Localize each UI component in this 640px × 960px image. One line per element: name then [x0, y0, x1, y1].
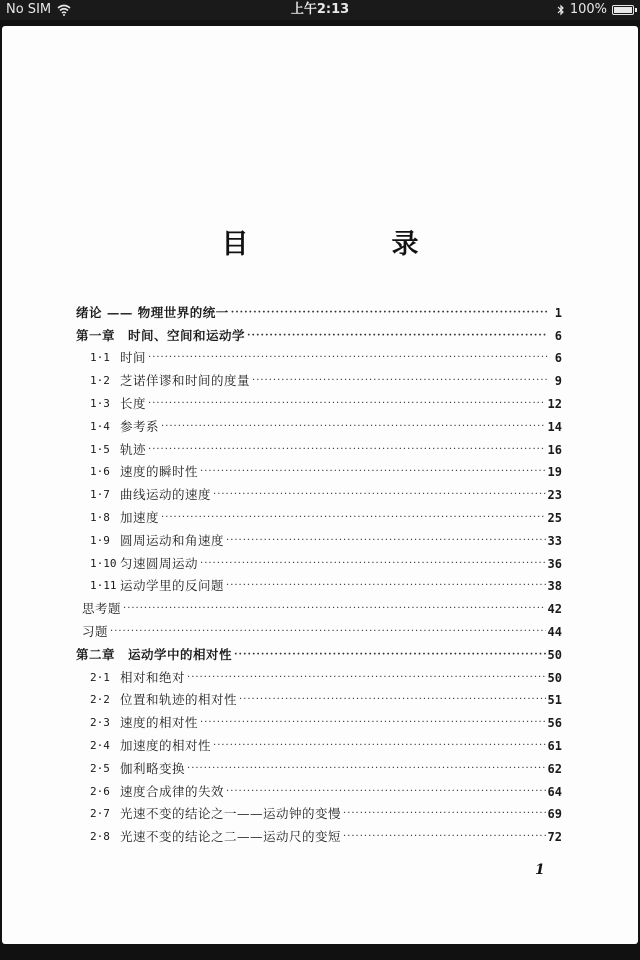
toc-leader-dots — [226, 578, 546, 594]
status-right — [557, 0, 634, 20]
toc-leader-dots — [161, 510, 546, 526]
toc-entry[interactable] — [76, 549, 562, 572]
toc-entry-title: 加速度 — [120, 509, 160, 525]
toc-entry-title: 光速不变的结论之二——运动尺的变短 — [120, 829, 342, 845]
toc-entry[interactable] — [76, 617, 562, 640]
toc-entry[interactable] — [76, 731, 562, 754]
toc-entry[interactable] — [76, 366, 562, 389]
toc-entry-title: 速度的相对性 — [120, 715, 199, 731]
toc-entry[interactable] — [76, 708, 562, 731]
toc-entry[interactable] — [76, 344, 562, 367]
toc-entry-title: 相对和绝对 — [120, 669, 186, 685]
toc-page-number: 42 — [547, 602, 562, 617]
toc-page-number: 12 — [547, 396, 562, 411]
toc-page-number: 6 — [554, 328, 562, 343]
toc-leader-dots — [110, 624, 546, 640]
toc-entry-title: 习题 — [82, 623, 109, 639]
toc-section-number: 1·3 — [90, 396, 110, 410]
battery-percent: 100% — [569, 2, 607, 17]
toc-leader-dots — [148, 396, 546, 412]
toc-entry-title: 思考题 — [82, 601, 122, 617]
toc-section-number: 1·9 — [90, 533, 110, 547]
toc-entry[interactable] — [76, 686, 562, 709]
toc-entry[interactable] — [76, 298, 562, 321]
toc-leader-dots — [239, 692, 546, 708]
toc-leader-dots — [226, 533, 546, 549]
toc-page-number: 25 — [547, 510, 562, 525]
toc-leader-dots — [343, 806, 546, 822]
toc-entry-title: 匀速圆周运动 — [120, 555, 199, 571]
toc-leader-dots — [343, 829, 546, 845]
toc-entry[interactable] — [76, 458, 562, 481]
toc-page-number: 51 — [547, 693, 562, 708]
toc-section-number: 2·5 — [90, 761, 110, 775]
toc-entry-title: 圆周运动和角速度 — [120, 532, 225, 548]
toc-section-number: 2·2 — [90, 693, 110, 707]
toc-leader-dots — [213, 738, 546, 754]
toc-page-number: 50 — [547, 647, 562, 662]
toc-page-number: 1 — [554, 305, 562, 320]
toc-section-number: 2·3 — [90, 716, 110, 730]
toc-entry[interactable] — [76, 754, 562, 777]
toc-entry-title: 第二章 运动学中的相对性 — [76, 646, 233, 662]
toc-entry[interactable] — [76, 777, 562, 800]
toc-page-number: 19 — [547, 465, 562, 480]
toc-leader-dots — [187, 761, 546, 777]
toc-section-number: 1·8 — [90, 510, 110, 524]
toc-entry[interactable] — [76, 435, 562, 458]
toc-entry-title: 绪论 —— 物理世界的统一 — [76, 304, 229, 320]
toc-page-number: 50 — [547, 670, 562, 685]
toc-entry[interactable] — [76, 321, 562, 344]
toc-section-number: 2·7 — [90, 807, 110, 821]
book-page[interactable] — [2, 26, 638, 944]
toc-leader-dots — [234, 647, 546, 663]
toc-section-number: 1·5 — [90, 442, 110, 456]
toc-leader-dots — [161, 419, 546, 435]
bluetooth-icon — [557, 4, 565, 16]
toc-entry-title: 位置和轨迹的相对性 — [120, 692, 238, 708]
page-number: 1 — [535, 862, 545, 878]
battery-icon — [612, 5, 634, 15]
toc-entry[interactable] — [76, 640, 562, 663]
toc-page-number: 33 — [547, 533, 562, 548]
table-of-contents — [76, 298, 562, 845]
toc-page-number: 62 — [547, 761, 562, 776]
toc-section-number: 1·10 — [90, 556, 117, 570]
toc-entry[interactable] — [76, 663, 562, 686]
toc-page-number: 44 — [547, 624, 562, 639]
toc-leader-dots — [247, 328, 548, 344]
toc-section-number: 2·1 — [90, 670, 110, 684]
toc-section-number: 1·11 — [90, 579, 117, 593]
toc-entry[interactable] — [76, 594, 562, 617]
toc-leader-dots — [200, 715, 546, 731]
toc-section-number: 2·8 — [90, 830, 110, 844]
toc-leader-dots — [200, 556, 546, 572]
toc-page-number: 9 — [554, 374, 562, 389]
toc-entry[interactable] — [76, 822, 562, 845]
toc-section-number: 1·6 — [90, 465, 110, 479]
toc-entry-title: 光速不变的结论之一——运动钟的变慢 — [120, 806, 342, 822]
toc-leader-dots — [231, 305, 548, 321]
toc-leader-dots — [213, 487, 546, 503]
toc-entry-title: 时间 — [120, 350, 147, 366]
toc-section-number: 2·4 — [90, 738, 110, 752]
toc-page-number: 6 — [554, 351, 562, 366]
toc-entry[interactable] — [76, 800, 562, 823]
toc-page-number: 23 — [547, 488, 562, 503]
toc-leader-dots — [200, 464, 546, 480]
toc-entry-title: 参考系 — [120, 418, 160, 434]
page-title: 目 录 — [221, 229, 477, 260]
toc-page-number: 61 — [547, 738, 562, 753]
toc-entry[interactable] — [76, 503, 562, 526]
toc-leader-dots — [252, 373, 548, 389]
toc-leader-dots — [226, 784, 546, 800]
toc-entry[interactable] — [76, 480, 562, 503]
toc-entry-title: 芝诺佯谬和时间的度量 — [120, 373, 251, 389]
toc-entry-title: 长度 — [120, 395, 147, 411]
toc-page-number: 38 — [547, 579, 562, 594]
toc-section-number: 1·4 — [90, 419, 110, 433]
toc-leader-dots — [123, 601, 546, 617]
toc-entry-title: 曲线运动的速度 — [120, 487, 212, 503]
toc-page-number: 72 — [547, 830, 562, 845]
toc-page-number: 64 — [547, 784, 562, 799]
toc-section-number: 2·6 — [90, 784, 110, 798]
toc-section-number: 1·7 — [90, 488, 110, 502]
toc-section-number: 1·1 — [90, 351, 110, 365]
toc-page-number: 14 — [547, 419, 562, 434]
toc-entry-title: 加速度的相对性 — [120, 737, 212, 753]
toc-page-number: 36 — [547, 556, 562, 571]
toc-leader-dots — [148, 442, 546, 458]
toc-entry-title: 速度的瞬时性 — [120, 464, 199, 480]
toc-entry[interactable] — [76, 389, 562, 412]
toc-entry[interactable] — [76, 572, 562, 595]
toc-page-number: 56 — [547, 716, 562, 731]
toc-entry-title: 轨迹 — [120, 441, 147, 457]
battery-level — [614, 7, 632, 13]
clock: 上午2:13 — [290, 2, 350, 17]
status-bar — [0, 0, 640, 20]
toc-entry-title: 运动学里的反问题 — [120, 578, 225, 594]
toc-leader-dots — [148, 350, 548, 366]
carrier-label: No SIM — [6, 2, 52, 17]
toc-page-number: 16 — [547, 442, 562, 457]
toc-leader-dots — [187, 670, 546, 686]
toc-section-number: 1·2 — [90, 374, 110, 388]
toc-entry-title: 伽利略变换 — [120, 760, 186, 776]
toc-entry-title: 速度合成律的失效 — [120, 783, 225, 799]
toc-entry[interactable] — [76, 526, 562, 549]
toc-page-number: 69 — [547, 807, 562, 822]
toc-entry-title: 第一章 时间、空间和运动学 — [76, 327, 246, 343]
toc-entry[interactable] — [76, 412, 562, 435]
